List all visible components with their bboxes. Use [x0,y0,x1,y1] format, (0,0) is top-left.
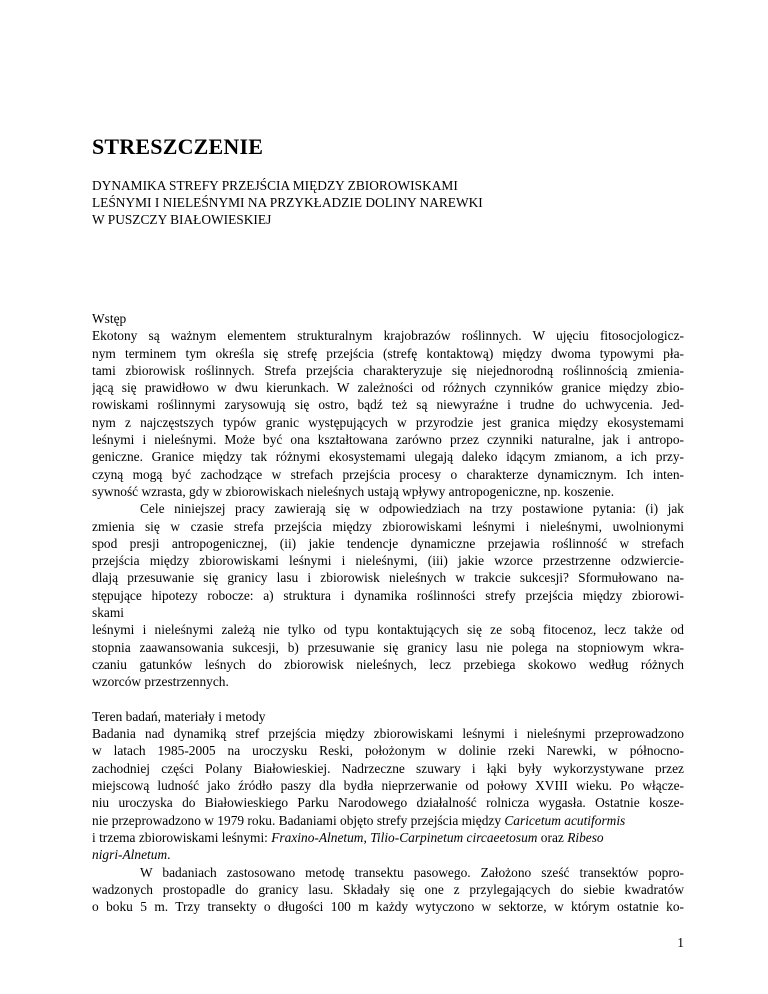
text-line: Ekotony są ważnym elementem strukturalnym krajobrazów roślinnych. W ujęciu fitosocjologicz- [92,328,684,344]
text-line: wadzonych prostopadle do granicy lasu. Składały się one z przylegających do siebie kwadratów [92,881,684,897]
species-name: Ribeso [567,829,604,845]
text-line: W badaniach zastosowano metodę transektu pasowego. Założono sześć transektów popro- [140,864,684,880]
text-line: sywność wzrasta, gdy w zbiorowiskach nieleśnych ustają wpływy antropogeniczne, np. koszenie. [92,483,615,499]
species-name: nigri-Alnetum [92,847,168,863]
paragraph-gap [92,691,684,708]
text-line: zachodniej części Polany Białowieskiej. Nadrzeczne szuwary i łąki były wykorzystywane przez [92,760,684,776]
text-line: Badania nad dynamiką stref przejścia między zbiorowiskami leśnymi i nieleśnymi przeprowadzono [92,726,684,742]
text-line: nym terminem tym określa się strefę przejścia (strefę kontaktową) między dwoma typowymi pła- [92,345,684,361]
document-page [92,0,684,994]
document-subtitle [92,177,483,228]
text-line: leśnymi i nieleśnymi zależą nie tylko od typu kontaktujących się ze sobą fitocenoz, lecz także od [92,622,684,638]
document-title: STRESZCZENIE [92,134,264,159]
subtitle-line: W PUSZCZY BIAŁOWIESKIEJ [92,212,272,227]
text-span: i trzema zbiorowiskami leśnymi: [92,829,272,845]
text-line: zmienia się w czasie strefa przejścia między zbiorowiskami leśnymi i nieleśnymi, uwolnionymi [92,518,684,534]
text-span: nie przeprowadzono w 1979 roku. Badaniami objęto strefy przejścia między [92,812,505,828]
text-line: miejscową ludność jako źródło paszy dla bydła nieprzerwanie od połowy XVIII wieku. Po włącze- [92,778,684,794]
text-span: oraz [537,829,568,845]
text-line: dlają przesuwanie się granicy lasu i zbiorowisk nieleśnych w trakcie sukcesji? Sformułowano na- [92,570,684,586]
page-number: 1 [677,935,684,950]
text-line: spod presji antropogenicznej, (ii) jakie tendencje dynamiczne przejawia roślinność w strefach [92,535,684,551]
text-line: leśnymi i nieleśnymi. Może być ona kształtowana zarówno przez czynniki naturalne, jak i antropo- [92,432,684,448]
text-span: . [167,847,171,863]
text-line: o boku 5 m. Trzy transekty o długości 100 m każdy wytyczono w sektorze, w którym ostatnie ko- [92,899,684,915]
text-line: wzorców przestrzennych. [92,674,229,690]
subtitle-line: DYNAMIKA STREFY PRZEJŚCIA MIĘDZY ZBIOROWISKAMI [92,178,458,193]
text-line [92,812,684,829]
document-body [92,310,684,915]
text-line: skami [92,605,124,621]
section-heading-methods: Teren badań, materiały i metody [92,708,266,724]
subtitle-line: LEŚNYMI I NIELEŚNYMI NA PRZYKŁADZIE DOLINY NAREWKI [92,195,483,210]
text-line: stopnia zaawansowania sukcesji, b) przesuwanie się granicy lasu nie polega na stopniowym wkra- [92,639,684,655]
section-heading-intro: Wstęp [92,311,127,326]
text-line: tami zbiorowisk roślinnych. Strefa przejścia charakteryzuje się niejednorodną roślinnością zmienia- [92,362,684,378]
text-line: geniczne. Granice między tak różnymi ekosystemami ulegają daleko idącym zmianom, a ich przy- [92,449,684,465]
text-line: nym z najczęstszych typów granic występujących w przyrodzie jest granica między ekosystemami [92,414,684,430]
text-line: niu uroczyska do Białowieskiego Parku Narodowego działalność rolnicza wygasła. Ostatnie kosze- [92,795,684,811]
text-line: w latach 1985-2005 na uroczysku Reski, położonym w dolinie rzeki Narewki, w północno- [92,743,684,759]
text-line [92,846,684,863]
species-name: Caricetum acutiformis [504,812,626,828]
text-line: jącą się prawidłowo w dwu kierunkach. W zależności od różnych czynników granice między zbio- [92,380,684,396]
text-line: czyną mogą być zachodzące w strefach przejścia procesy o charakterze dynamicznym. Ich inten- [92,466,684,482]
text-line: przejścia między zbiorowiskami leśnymi i nieleśnymi, (iii) jakie wzorce przestrzenne odzwiercie- [92,553,684,569]
text-line: Cele niniejszej pracy zawierają się w odpowiedziach na trzy postawione pytania: (i) jak [140,501,684,517]
text-span: , [363,829,371,845]
text-line: rowiskami roślinnymi zarysowują się ostro, bądź też są niewyraźne i trudne do uchwycenia. Jed- [92,397,684,413]
species-name: Fraxino-Alnetum [271,829,364,845]
text-line: czaniu gatunków leśnych do zbiorowisk nieleśnych, lecz przebiega skokowo według różnych [92,656,684,672]
species-name: Tilio-Carpinetum circaeetosum [370,829,538,845]
text-line: stępujące hipotezy robocze: a) struktura i dynamika roślinności strefy przejścia między zbiorowi- [92,587,684,603]
text-line [92,829,684,846]
